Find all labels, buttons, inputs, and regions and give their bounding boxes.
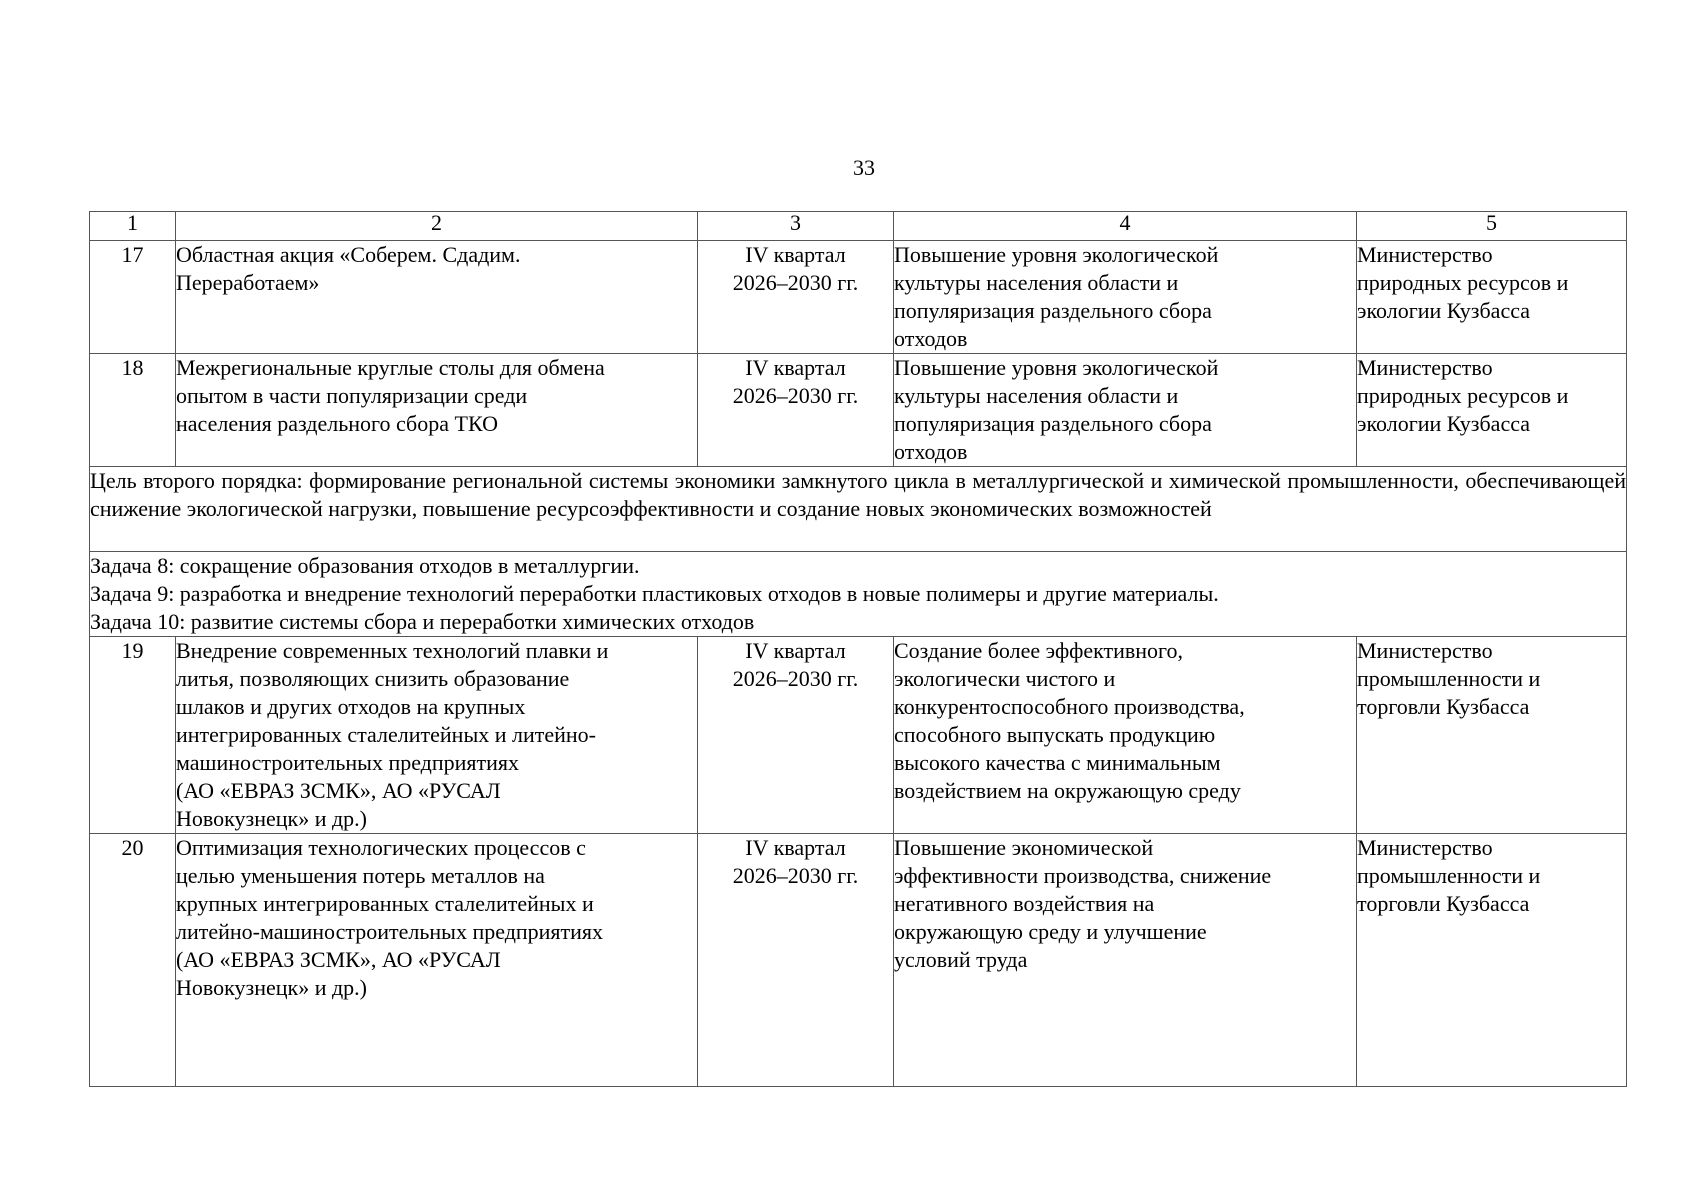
tasks-row [90,552,1627,637]
event-name: Внедрение современных технологий плавки и литья, позволяющих снизить образование шлаков и других отходов на крупных интегрированных сталелитейных и литейно- машиностроительных предприятиях (АО «ЕВРАЗ ЗСМК», АО «РУСАЛ Новокузнецк» и др.) [176,637,698,834]
task-10: Задача 10: развитие системы сбора и переработки химических отходов [90,609,755,634]
goal-row [90,467,1627,552]
header-col-2: 2 [176,212,698,241]
executor: Министерство природных ресурсов и экологии Кузбасса [1357,354,1627,467]
table-row [90,354,1627,467]
row-number: 18 [90,354,176,467]
row-number: 19 [90,637,176,834]
period: IV квартал 2026–2030 гг. [698,354,894,467]
expected-result: Создание более эффективного, экологически чистого и конкурентоспособного производства, способного выпускать продукцию высокого качества с минимальным воздействием на окружающую среду [894,637,1357,834]
executor: Министерство природных ресурсов и экологии Кузбасса [1357,241,1627,354]
header-row [90,212,1627,241]
table-row [90,834,1627,1087]
table-row [90,637,1627,834]
task-9: Задача 9: разработка и внедрение технологий переработки пластиковых отходов в новые полимеры и другие материалы. [90,581,1219,606]
header-col-1: 1 [90,212,176,241]
action-plan-table [89,211,1627,1087]
expected-result: Повышение экономической эффективности производства, снижение негативного воздействия на окружающую среду и улучшение условий труда [894,834,1357,1087]
page-number: 33 [853,155,875,180]
period: IV квартал 2026–2030 гг. [698,834,894,1087]
header-col-3: 3 [698,212,894,241]
executor: Министерство промышленности и торговли Кузбасса [1357,834,1627,1087]
event-name: Областная акция «Соберем. Сдадим. Переработаем» [176,241,698,354]
row-number: 17 [90,241,176,354]
expected-result: Повышение уровня экологической культуры населения области и популяризация раздельного сбора отходов [894,241,1357,354]
executor: Министерство промышленности и торговли Кузбасса [1357,637,1627,834]
period: IV квартал 2026–2030 гг. [698,241,894,354]
event-name: Межрегиональные круглые столы для обмена опытом в части популяризации среди населения раздельного сбора ТКО [176,354,698,467]
row-number: 20 [90,834,176,1087]
tasks-cell [90,552,1627,637]
period: IV квартал 2026–2030 гг. [698,637,894,834]
goal-text: Цель второго порядка: формирование региональной системы экономики замкнутого цикла в металлургической и химической промышленности, обеспечивающей снижение экологической нагрузки, повышение ресурсоэффективности и создание новых экономических возможностей [90,467,1627,552]
event-name: Оптимизация технологических процессов с целью уменьшения потерь металлов на крупных интегрированных сталелитейных и литейно-машиностроительных предприятиях (АО «ЕВРАЗ ЗСМК», АО «РУСАЛ Новокузнецк» и др.) [176,834,698,1087]
table-row [90,241,1627,354]
header-col-4: 4 [894,212,1357,241]
task-8: Задача 8: сокращение образования отходов в металлургии. [90,553,640,578]
header-col-5: 5 [1357,212,1627,241]
expected-result: Повышение уровня экологической культуры населения области и популяризация раздельного сбора отходов [894,354,1357,467]
